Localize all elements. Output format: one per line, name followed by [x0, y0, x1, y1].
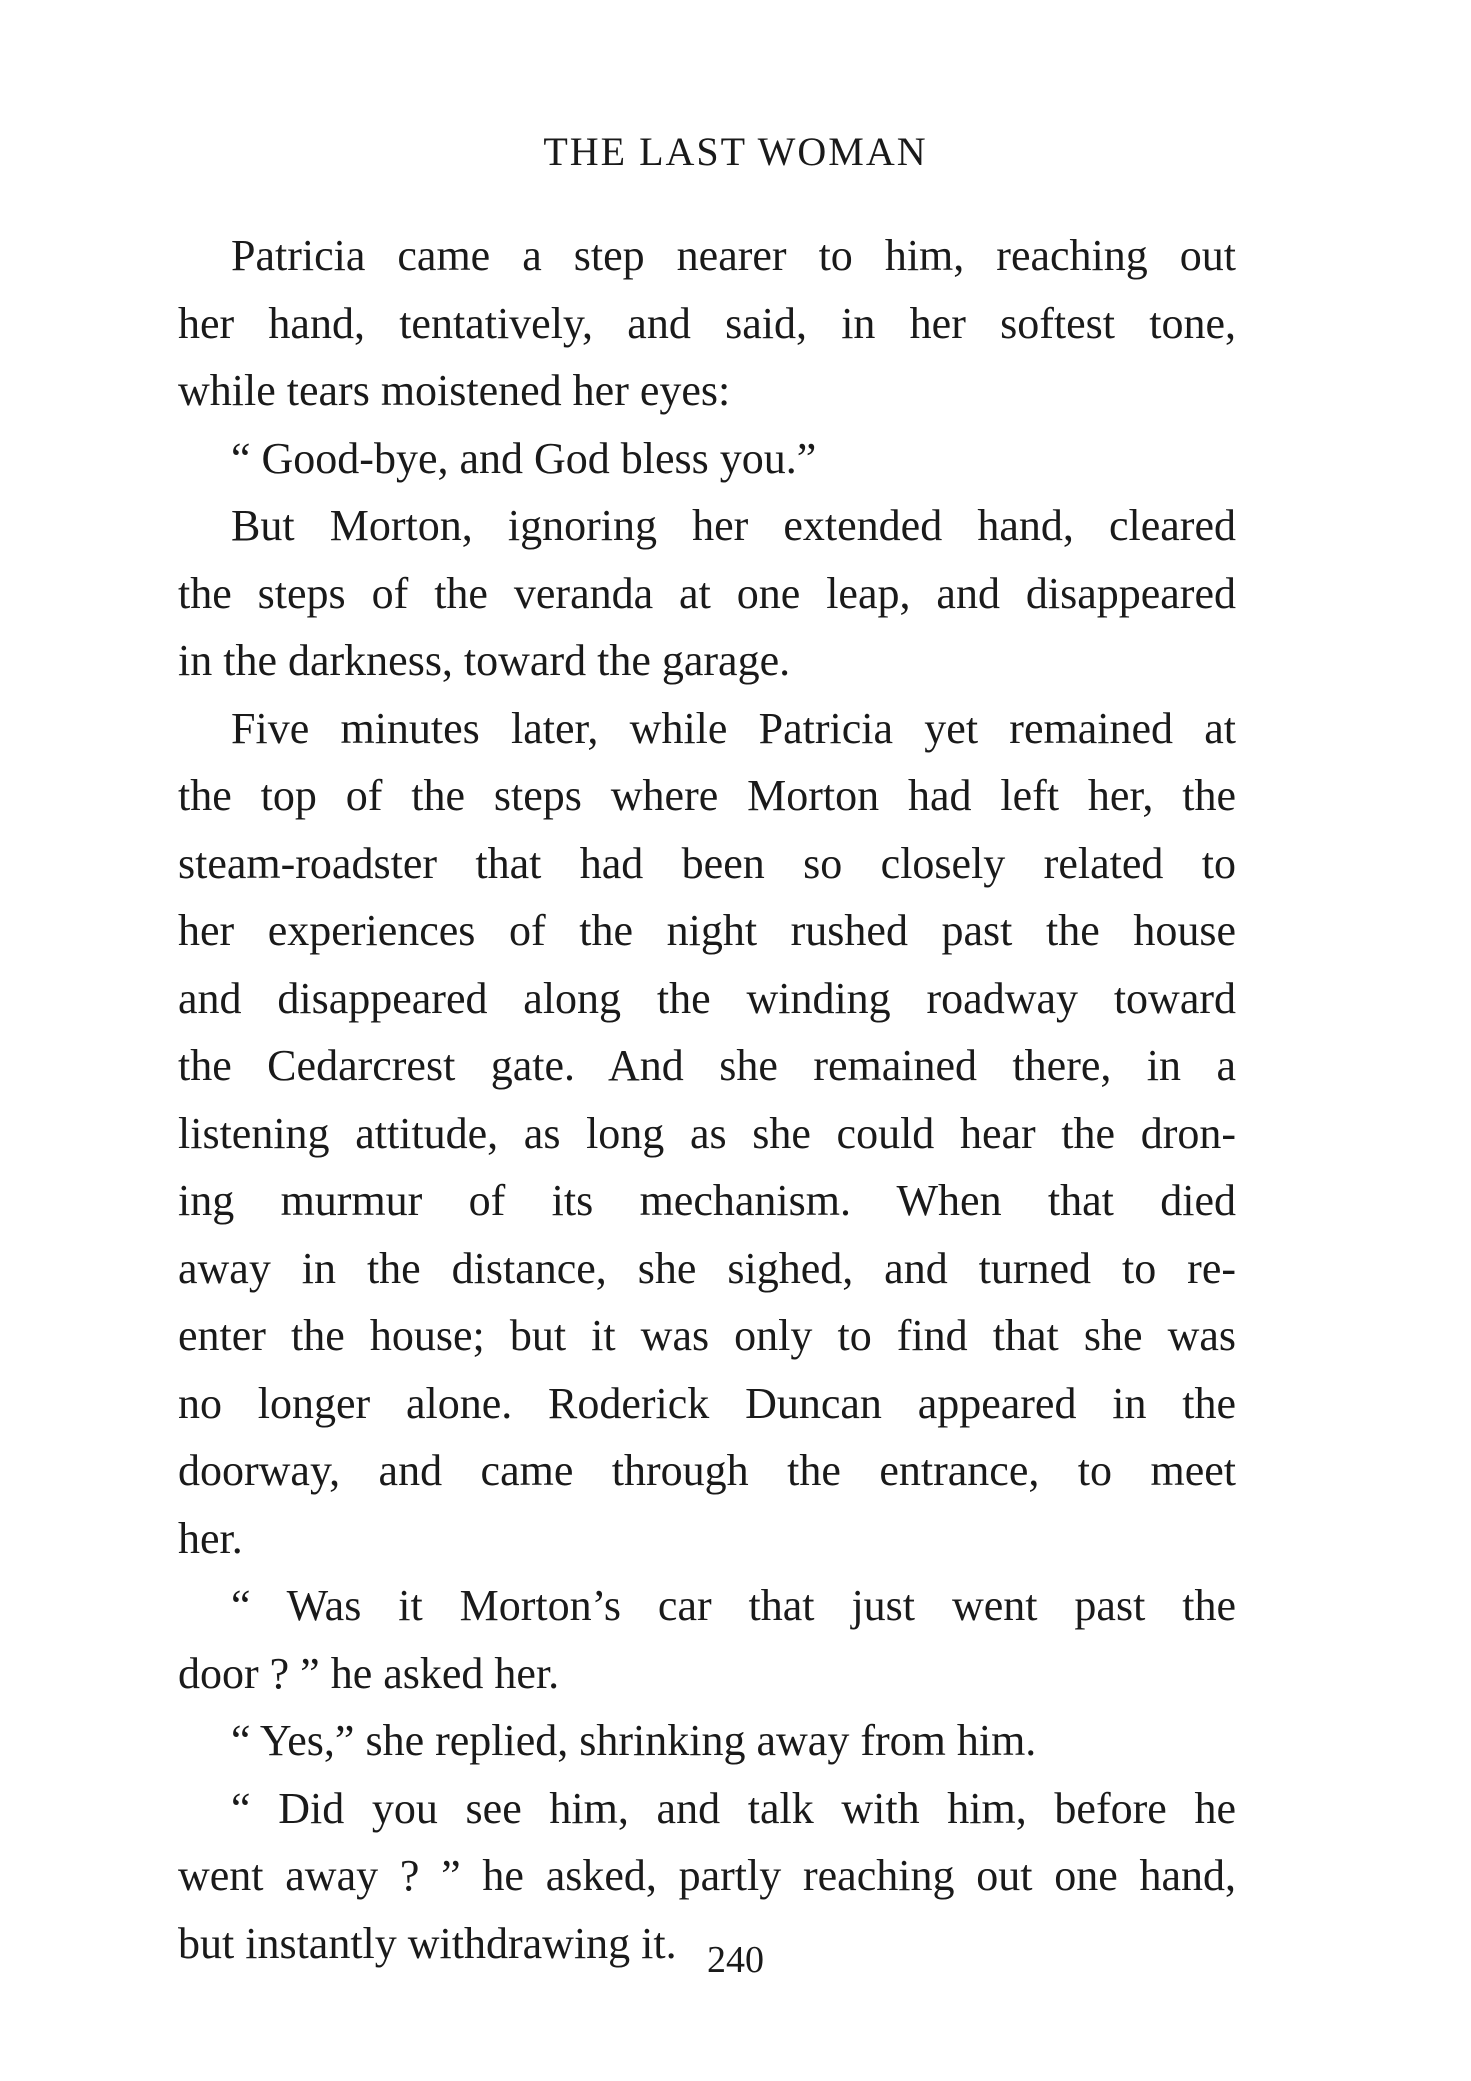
text-line: the steps of the veranda at one leap, and disappeared: [178, 568, 1236, 618]
text-line: steam-roadster that had been so closely related to: [178, 838, 1236, 888]
text-line: “ Good-bye, and God bless you.”: [231, 433, 817, 483]
text-line: But Morton, ignoring her extended hand, cleared: [231, 501, 1236, 550]
text-line: her.: [178, 1513, 243, 1563]
text-line: “ Yes,” she replied, shrinking away from him.: [231, 1716, 1037, 1765]
text-line: her hand, tentatively, and said, in her softest tone,: [178, 298, 1236, 348]
text-line: doorway, and came through the entrance, to meet: [178, 1446, 1236, 1495]
text-line: no longer alone. Roderick Duncan appeared in the: [178, 1378, 1236, 1428]
text-line: door ? ” he asked her.: [178, 1648, 560, 1698]
text-line: but instantly withdrawing it.: [178, 1918, 677, 1968]
text-line: while tears moistened her eyes:: [178, 366, 731, 415]
running-head: THE LAST WOMAN: [543, 129, 928, 174]
text-line: Five minutes later, while Patricia yet remained at: [231, 703, 1236, 753]
text-line: enter the house; but it was only to find that she was: [178, 1311, 1236, 1360]
text-line: her experiences of the night rushed past the house: [178, 906, 1236, 955]
text-line: the Cedarcrest gate. And she remained there, in a: [178, 1041, 1236, 1090]
text-line: “ Was it Morton’s car that just went past the: [231, 1581, 1236, 1630]
body-text: [178, 222, 1236, 1977]
page-number: 240: [707, 1939, 764, 1981]
text-line: Patricia came a step nearer to him, reaching out: [231, 231, 1236, 280]
text-line: the top of the steps where Morton had left her, the: [178, 771, 1236, 820]
text-line: went away ? ” he asked, partly reaching out one hand,: [178, 1851, 1236, 1900]
text-line: in the darkness, toward the garage.: [178, 636, 791, 685]
text-line: away in the distance, she sighed, and turned to re-: [178, 1243, 1236, 1293]
text-line: “ Did you see him, and talk with him, before he: [231, 1783, 1236, 1833]
text-line: and disappeared along the winding roadway toward: [178, 973, 1236, 1023]
text-line: ing murmur of its mechanism. When that died: [178, 1176, 1236, 1225]
text-line: listening attitude, as long as she could hear the dron-: [178, 1108, 1236, 1158]
